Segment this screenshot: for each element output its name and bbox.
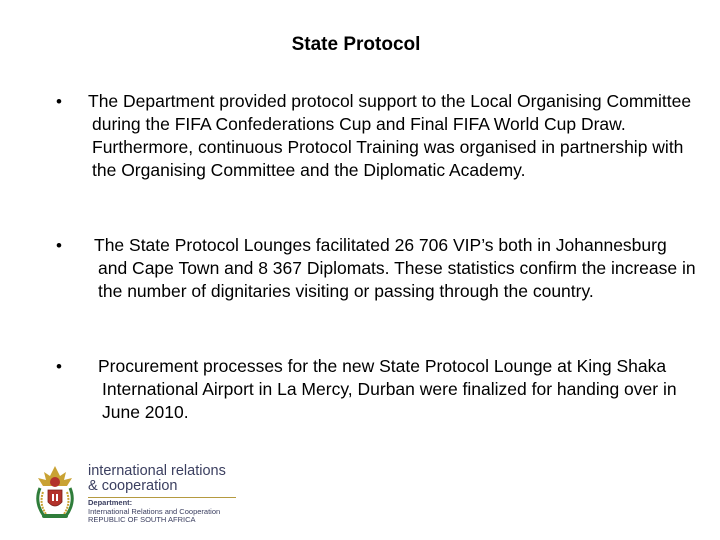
slide-title: State Protocol xyxy=(291,34,421,55)
logo-line1: international relations xyxy=(88,463,226,479)
bullet-text: Procurement processes for the new State Protocol Lounge at King Shaka International Airport in La Mercy, Durban were finalized for handing over in June 2010. xyxy=(98,356,677,422)
bullet-marker: • xyxy=(56,92,62,111)
logo-line2: & cooperation xyxy=(88,478,178,494)
dirco-logo xyxy=(30,462,230,522)
bullet-item xyxy=(98,355,698,424)
bullet-item xyxy=(94,234,698,303)
bullet-text: The State Protocol Lounges facilitated 26 706 VIP’s both in Johannesburg and Cape Town and 8 367 Diplomats. These statistics confirm the increase in the number of dignitaries visiting or passing through the country. xyxy=(94,235,696,301)
logo-dept-name: International Relations and Cooperation xyxy=(88,506,221,516)
logo-wordmark xyxy=(88,464,226,494)
coat-of-arms-icon xyxy=(30,462,80,522)
bullet-item xyxy=(88,90,698,182)
logo-subtext xyxy=(88,499,220,525)
bullet-text: The Department provided protocol support to the Local Organising Committee during the FIFA Confederations Cup and Final FIFA World Cup Draw. Furthermore, continuous Protocol Training was organised in partnership with the Organising Committee and the Diplomatic Academy. xyxy=(88,91,692,180)
logo-dept-label: Department: xyxy=(88,498,133,507)
bullet-marker: • xyxy=(56,357,62,376)
logo-country: REPUBLIC OF SOUTH AFRICA xyxy=(88,515,196,524)
bullet-marker: • xyxy=(56,236,62,255)
